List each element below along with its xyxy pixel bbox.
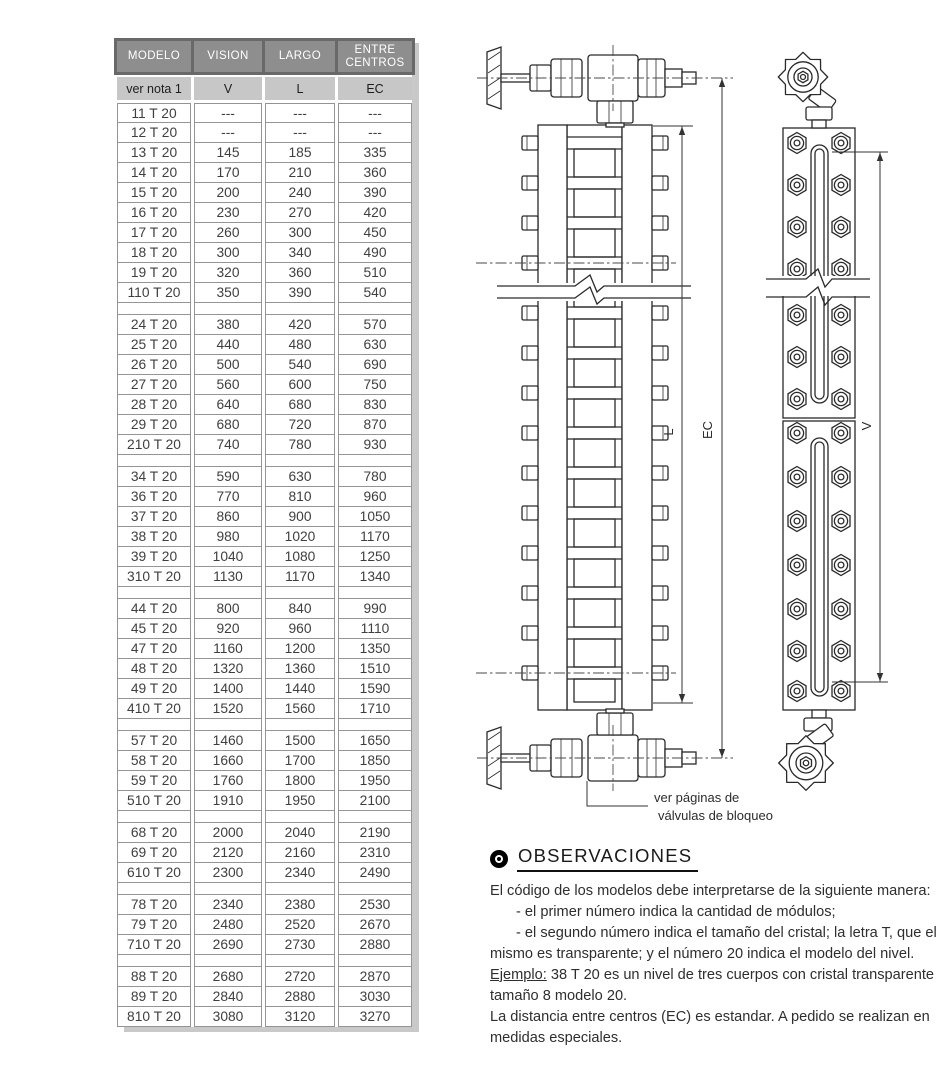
value-cell: 630 [338, 335, 412, 355]
model-cell: 410 T 20 [117, 699, 191, 719]
value-cell: 420 [265, 315, 335, 335]
value-cell: 1020 [265, 527, 335, 547]
value-cell: 780 [265, 435, 335, 455]
value-cell: 840 [265, 599, 335, 619]
gauge-side-view-drawing [476, 45, 733, 806]
value-cell: 390 [338, 183, 412, 203]
value-cell: 185 [265, 143, 335, 163]
value-cell: 830 [338, 395, 412, 415]
model-cell: 25 T 20 [117, 335, 191, 355]
column-header-modelo: MODELO [117, 41, 191, 72]
table-header-row [114, 38, 415, 75]
value-cell: 200 [194, 183, 262, 203]
value-cell: 770 [194, 487, 262, 507]
separator-cell [338, 811, 412, 823]
obs-intro: El código de los modelos debe interpretarse de la siguiente manera: [490, 883, 931, 899]
model-cell: 28 T 20 [117, 395, 191, 415]
separator-cell [265, 587, 335, 599]
obs-footer: La distancia entre centros (EC) es estandar. A pedido se realizan en medidas especiales. [490, 1009, 930, 1046]
value-cell: 1460 [194, 731, 262, 751]
model-cell: 19 T 20 [117, 263, 191, 283]
value-cell: 2520 [265, 915, 335, 935]
value-cell: 2340 [265, 863, 335, 883]
valve-callout-line1: ver páginas de [654, 790, 740, 805]
model-cell: 110 T 20 [117, 283, 191, 303]
observaciones-body [490, 881, 938, 1049]
value-cell: 2690 [194, 935, 262, 955]
separator-cell [194, 719, 262, 731]
value-cell: 1250 [338, 547, 412, 567]
model-cell: 16 T 20 [117, 203, 191, 223]
value-cell: 500 [194, 355, 262, 375]
value-cell: 680 [265, 395, 335, 415]
value-cell: 2190 [338, 823, 412, 843]
separator-cell [265, 955, 335, 967]
value-cell: 1050 [338, 507, 412, 527]
value-cell: --- [338, 123, 412, 143]
value-cell: 1950 [265, 791, 335, 811]
model-cell: 26 T 20 [117, 355, 191, 375]
value-cell: 1700 [265, 751, 335, 771]
model-cell: 14 T 20 [117, 163, 191, 183]
value-cell: 540 [338, 283, 412, 303]
value-cell: 750 [338, 375, 412, 395]
value-cell: 1130 [194, 567, 262, 587]
value-cell: 1340 [338, 567, 412, 587]
observaciones-header [490, 845, 938, 872]
value-cell: 2300 [194, 863, 262, 883]
obs-example-label: Ejemplo: [490, 967, 547, 983]
observaciones-section [490, 845, 938, 1049]
dimension-table [117, 38, 412, 1027]
value-cell: 420 [338, 203, 412, 223]
value-cell: 490 [338, 243, 412, 263]
value-cell: 780 [338, 467, 412, 487]
separator-cell [194, 811, 262, 823]
value-cell: 1200 [265, 639, 335, 659]
dimension-label-l: L [661, 428, 676, 436]
value-cell: 980 [194, 527, 262, 547]
value-cell: 1360 [265, 659, 335, 679]
model-cell: 79 T 20 [117, 915, 191, 935]
separator-cell [194, 955, 262, 967]
obs-bullet-1: - el primer número indica la cantidad de módulos; [516, 904, 836, 920]
value-cell: 2840 [194, 987, 262, 1007]
value-cell: 3080 [194, 1007, 262, 1027]
value-cell: 740 [194, 435, 262, 455]
separator-cell [117, 455, 191, 467]
value-cell: 2720 [265, 967, 335, 987]
model-cell: 49 T 20 [117, 679, 191, 699]
separator-cell [338, 587, 412, 599]
model-cell: 68 T 20 [117, 823, 191, 843]
separator-cell [265, 719, 335, 731]
value-cell: 1160 [194, 639, 262, 659]
model-cell: 38 T 20 [117, 527, 191, 547]
model-cell: 58 T 20 [117, 751, 191, 771]
separator-cell [117, 303, 191, 315]
table-subheader-row [117, 77, 412, 100]
value-cell: 1040 [194, 547, 262, 567]
value-cell: 1400 [194, 679, 262, 699]
value-cell: 1320 [194, 659, 262, 679]
value-cell: 510 [338, 263, 412, 283]
model-cell: 34 T 20 [117, 467, 191, 487]
model-cell: 15 T 20 [117, 183, 191, 203]
value-cell: 1950 [338, 771, 412, 791]
subheader-l: L [265, 77, 335, 100]
model-cell: 57 T 20 [117, 731, 191, 751]
model-cell: 44 T 20 [117, 599, 191, 619]
value-cell: 540 [265, 355, 335, 375]
value-cell: 570 [338, 315, 412, 335]
value-cell: 450 [338, 223, 412, 243]
value-cell: 2160 [265, 843, 335, 863]
value-cell: 960 [265, 619, 335, 639]
value-cell: 2880 [338, 935, 412, 955]
value-cell: 1650 [338, 731, 412, 751]
value-cell: --- [338, 103, 412, 123]
model-cell: 39 T 20 [117, 547, 191, 567]
subheader-ver-nota: ver nota 1 [117, 77, 191, 100]
separator-cell [117, 883, 191, 895]
value-cell: 1910 [194, 791, 262, 811]
value-cell: 2100 [338, 791, 412, 811]
separator-cell [338, 303, 412, 315]
value-cell: 145 [194, 143, 262, 163]
value-cell: 630 [265, 467, 335, 487]
value-cell: 600 [265, 375, 335, 395]
separator-cell [338, 955, 412, 967]
value-cell: --- [194, 123, 262, 143]
value-cell: 2530 [338, 895, 412, 915]
value-cell: 860 [194, 507, 262, 527]
model-cell: 12 T 20 [117, 123, 191, 143]
value-cell: 990 [338, 599, 412, 619]
value-cell: 1350 [338, 639, 412, 659]
model-cell: 78 T 20 [117, 895, 191, 915]
value-cell: 690 [338, 355, 412, 375]
obs-example [490, 965, 938, 1007]
model-cell: 37 T 20 [117, 507, 191, 527]
value-cell: 390 [265, 283, 335, 303]
value-cell: 320 [194, 263, 262, 283]
value-cell: 270 [265, 203, 335, 223]
model-cell: 210 T 20 [117, 435, 191, 455]
value-cell: 1170 [338, 527, 412, 547]
separator-cell [117, 811, 191, 823]
separator-cell [265, 883, 335, 895]
value-cell: 2880 [265, 987, 335, 1007]
value-cell: 2310 [338, 843, 412, 863]
value-cell: 640 [194, 395, 262, 415]
value-cell: 360 [338, 163, 412, 183]
model-cell: 24 T 20 [117, 315, 191, 335]
value-cell: 560 [194, 375, 262, 395]
value-cell: 1510 [338, 659, 412, 679]
column-header-largo: LARGO [265, 41, 335, 72]
value-cell: 920 [194, 619, 262, 639]
value-cell: 340 [265, 243, 335, 263]
value-cell: 1800 [265, 771, 335, 791]
value-cell: 240 [265, 183, 335, 203]
valve-callout-line2: válvulas de bloqueo [658, 808, 773, 823]
model-cell: 89 T 20 [117, 987, 191, 1007]
gauge-front-view-drawing [760, 52, 888, 790]
dimension-label-ec: EC [700, 420, 715, 440]
separator-cell [265, 455, 335, 467]
value-cell: 3120 [265, 1007, 335, 1027]
model-cell: 69 T 20 [117, 843, 191, 863]
value-cell: 2380 [265, 895, 335, 915]
separator-cell [117, 719, 191, 731]
value-cell: 870 [338, 415, 412, 435]
column-header-vision: VISION [194, 41, 262, 72]
value-cell: 360 [265, 263, 335, 283]
value-cell: 1660 [194, 751, 262, 771]
model-cell: 710 T 20 [117, 935, 191, 955]
model-cell: 18 T 20 [117, 243, 191, 263]
value-cell: 440 [194, 335, 262, 355]
value-cell: 1170 [265, 567, 335, 587]
value-cell: 3030 [338, 987, 412, 1007]
value-cell: 2340 [194, 895, 262, 915]
model-cell: 45 T 20 [117, 619, 191, 639]
separator-cell [194, 455, 262, 467]
observaciones-title: OBSERVACIONES [517, 845, 698, 872]
model-cell: 17 T 20 [117, 223, 191, 243]
separator-cell [265, 811, 335, 823]
value-cell: 930 [338, 435, 412, 455]
separator-cell [117, 587, 191, 599]
level-gauge-technical-drawing [460, 30, 945, 840]
obs-bullet-2: - el segundo número indica el tamaño del cristal; la letra T, que el mismo es transparente; y el número 20 indica el modelo del nivel. [490, 925, 937, 962]
value-cell: 1500 [265, 731, 335, 751]
model-cell: 48 T 20 [117, 659, 191, 679]
value-cell: 480 [265, 335, 335, 355]
separator-cell [194, 587, 262, 599]
model-cell: 88 T 20 [117, 967, 191, 987]
value-cell: 2490 [338, 863, 412, 883]
value-cell: 170 [194, 163, 262, 183]
value-cell: 590 [194, 467, 262, 487]
value-cell: 900 [265, 507, 335, 527]
value-cell: 210 [265, 163, 335, 183]
value-cell: 1710 [338, 699, 412, 719]
bullet-donut-icon [490, 850, 508, 868]
value-cell: --- [265, 103, 335, 123]
value-cell: 300 [194, 243, 262, 263]
value-cell: 2040 [265, 823, 335, 843]
value-cell: 1850 [338, 751, 412, 771]
value-cell: 1080 [265, 547, 335, 567]
model-cell: 11 T 20 [117, 103, 191, 123]
value-cell: 1760 [194, 771, 262, 791]
value-cell: --- [265, 123, 335, 143]
value-cell: 1560 [265, 699, 335, 719]
value-cell: 810 [265, 487, 335, 507]
value-cell: 3270 [338, 1007, 412, 1027]
value-cell: 300 [265, 223, 335, 243]
model-cell: 810 T 20 [117, 1007, 191, 1027]
subheader-v: V [194, 77, 262, 100]
value-cell: 680 [194, 415, 262, 435]
value-cell: 1440 [265, 679, 335, 699]
value-cell: 1110 [338, 619, 412, 639]
value-cell: 800 [194, 599, 262, 619]
model-cell: 47 T 20 [117, 639, 191, 659]
separator-cell [265, 303, 335, 315]
column-header-entre-centros: ENTRE CENTROS [338, 41, 412, 72]
model-cell: 27 T 20 [117, 375, 191, 395]
table-body [117, 103, 412, 1027]
obs-example-text: 38 T 20 es un nivel de tres cuerpos con cristal transparente tamaño 8 modelo 20. [490, 967, 935, 1004]
model-cell: 610 T 20 [117, 863, 191, 883]
separator-cell [338, 455, 412, 467]
separator-cell [338, 719, 412, 731]
value-cell: 960 [338, 487, 412, 507]
value-cell: 2670 [338, 915, 412, 935]
model-cell: 36 T 20 [117, 487, 191, 507]
value-cell: 2480 [194, 915, 262, 935]
value-cell: 2870 [338, 967, 412, 987]
value-cell: 380 [194, 315, 262, 335]
separator-cell [194, 883, 262, 895]
value-cell: 230 [194, 203, 262, 223]
model-cell: 59 T 20 [117, 771, 191, 791]
value-cell: 720 [265, 415, 335, 435]
value-cell: 2680 [194, 967, 262, 987]
value-cell: 350 [194, 283, 262, 303]
value-cell: 1590 [338, 679, 412, 699]
value-cell: 2000 [194, 823, 262, 843]
model-cell: 310 T 20 [117, 567, 191, 587]
dimension-label-v: V [859, 421, 874, 431]
value-cell: 260 [194, 223, 262, 243]
model-cell: 510 T 20 [117, 791, 191, 811]
value-cell: --- [194, 103, 262, 123]
value-cell: 335 [338, 143, 412, 163]
value-cell: 1520 [194, 699, 262, 719]
model-cell: 13 T 20 [117, 143, 191, 163]
model-cell: 29 T 20 [117, 415, 191, 435]
separator-cell [338, 883, 412, 895]
separator-cell [194, 303, 262, 315]
separator-cell [117, 955, 191, 967]
value-cell: 2730 [265, 935, 335, 955]
subheader-ec: EC [338, 77, 412, 100]
value-cell: 2120 [194, 843, 262, 863]
